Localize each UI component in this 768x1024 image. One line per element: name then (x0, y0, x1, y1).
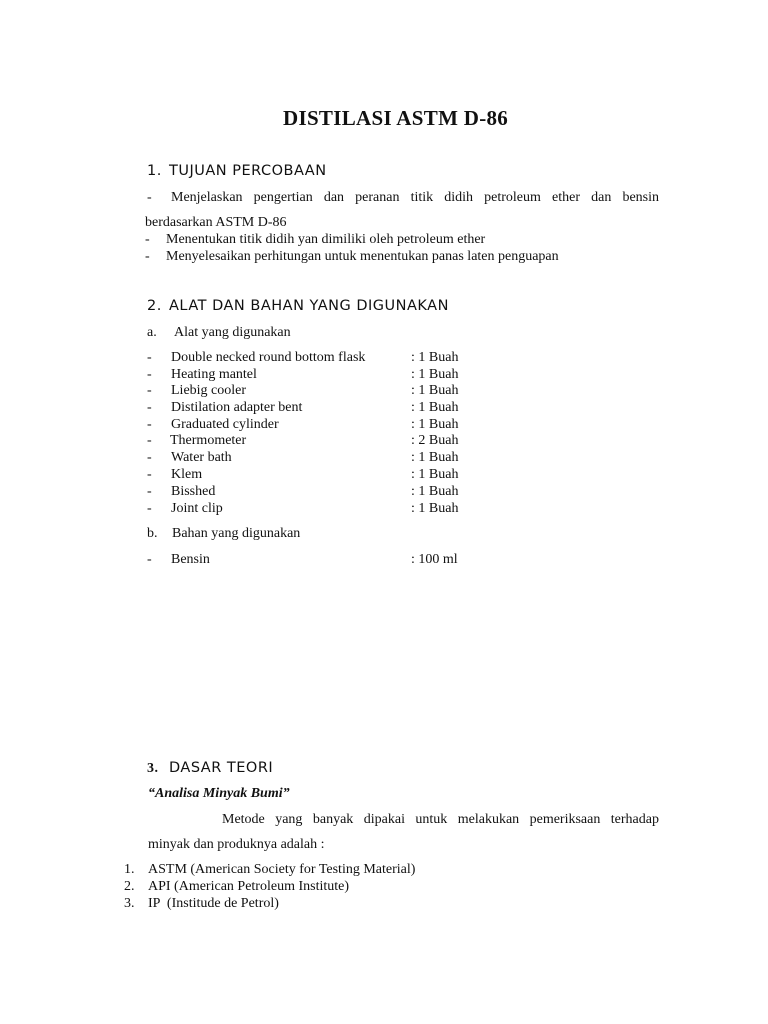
objective-item-3: Menyelesaikan perhitungan untuk menentukan panas laten penguapan (166, 249, 559, 264)
section-1-heading (147, 163, 327, 179)
section-1-title: TUJUAN PERCOBAAN (169, 163, 327, 179)
objective-item-1-continued: berdasarkan ASTM D-86 (145, 215, 287, 230)
subsection-a-label: a. (147, 325, 157, 340)
bullet-dash: - (147, 350, 152, 365)
section-3-number: 3. (147, 761, 159, 776)
tool-name: Water bath (171, 450, 232, 465)
bullet-dash: - (147, 450, 152, 465)
tool-quantity: : 1 Buah (411, 350, 459, 365)
tool-name: Liebig cooler (171, 383, 247, 398)
list-number: 3. (124, 896, 135, 911)
section-3-title: DASAR TEORI (169, 760, 274, 776)
objective-item-1 (171, 190, 659, 206)
list-number: 1. (124, 862, 135, 877)
theory-paragraph-line-1 (222, 812, 659, 828)
subsection-a-title: Alat yang digunakan (174, 325, 291, 340)
tool-name: Klem (171, 467, 203, 482)
theory-paragraph-line-1-text: Metode yang banyak dipakai untuk melakukan pemeriksaan terhadap (222, 812, 659, 827)
theory-paragraph-line-2: minyak dan produknya adalah : (148, 837, 325, 852)
tool-name: Double necked round bottom flask (171, 350, 366, 365)
tool-name: Graduated cylinder (171, 417, 279, 432)
bullet-dash: - (147, 417, 152, 432)
tool-name: Thermometer (170, 433, 247, 448)
tool-name: Heating mantel (171, 367, 257, 382)
section-1-number: 1. (147, 163, 162, 179)
bullet-dash: - (145, 232, 150, 247)
tool-name: Joint clip (171, 501, 223, 516)
objective-item-2: Menentukan titik didih yan dimiliki oleh petroleum ether (166, 232, 486, 247)
tool-name: Distilation adapter bent (171, 400, 303, 415)
tool-quantity: : 1 Buah (411, 501, 459, 516)
bullet-dash: - (147, 367, 152, 382)
bullet-dash: - (147, 501, 152, 516)
bullet-dash: - (147, 190, 152, 205)
list-item: ASTM (American Society for Testing Material) (148, 862, 416, 877)
bullet-dash: - (147, 484, 152, 499)
tool-quantity: : 2 Buah (411, 433, 459, 448)
tool-quantity: : 1 Buah (411, 367, 459, 382)
list-item: API (American Petroleum Institute) (148, 879, 350, 894)
theory-subtitle: “Analisa Minyak Bumi” (148, 786, 290, 801)
subsection-b-label: b. (147, 526, 158, 541)
subsection-b-title: Bahan yang digunakan (172, 526, 301, 541)
tool-quantity: : 1 Buah (411, 467, 459, 482)
bullet-dash: - (147, 433, 152, 448)
bullet-dash: - (147, 467, 152, 482)
section-2-heading (147, 298, 449, 314)
section-2-title: ALAT DAN BAHAN YANG DIGUNAKAN (169, 298, 449, 314)
material-name: Bensin (171, 552, 210, 567)
tool-quantity: : 1 Buah (411, 400, 459, 415)
section-3-heading (147, 760, 273, 777)
tool-quantity: : 1 Buah (411, 484, 459, 499)
bullet-dash: - (145, 249, 150, 264)
bullet-dash: - (147, 552, 152, 567)
tool-quantity: : 1 Buah (411, 417, 459, 432)
document-title: DISTILASI ASTM D-86 (283, 106, 509, 130)
tool-quantity: : 1 Buah (411, 383, 459, 398)
objective-item-1-text: Menjelaskan pengertian dan peranan titik didih petroleum ether dan bensin (171, 190, 659, 205)
section-2-number: 2. (147, 298, 162, 314)
list-number: 2. (124, 879, 135, 894)
material-quantity: : 100 ml (411, 552, 458, 567)
list-item: IP (Institude de Petrol) (148, 896, 279, 911)
tool-quantity: : 1 Buah (411, 450, 459, 465)
tool-name: Bisshed (171, 484, 216, 499)
bullet-dash: - (147, 400, 152, 415)
bullet-dash: - (147, 383, 152, 398)
